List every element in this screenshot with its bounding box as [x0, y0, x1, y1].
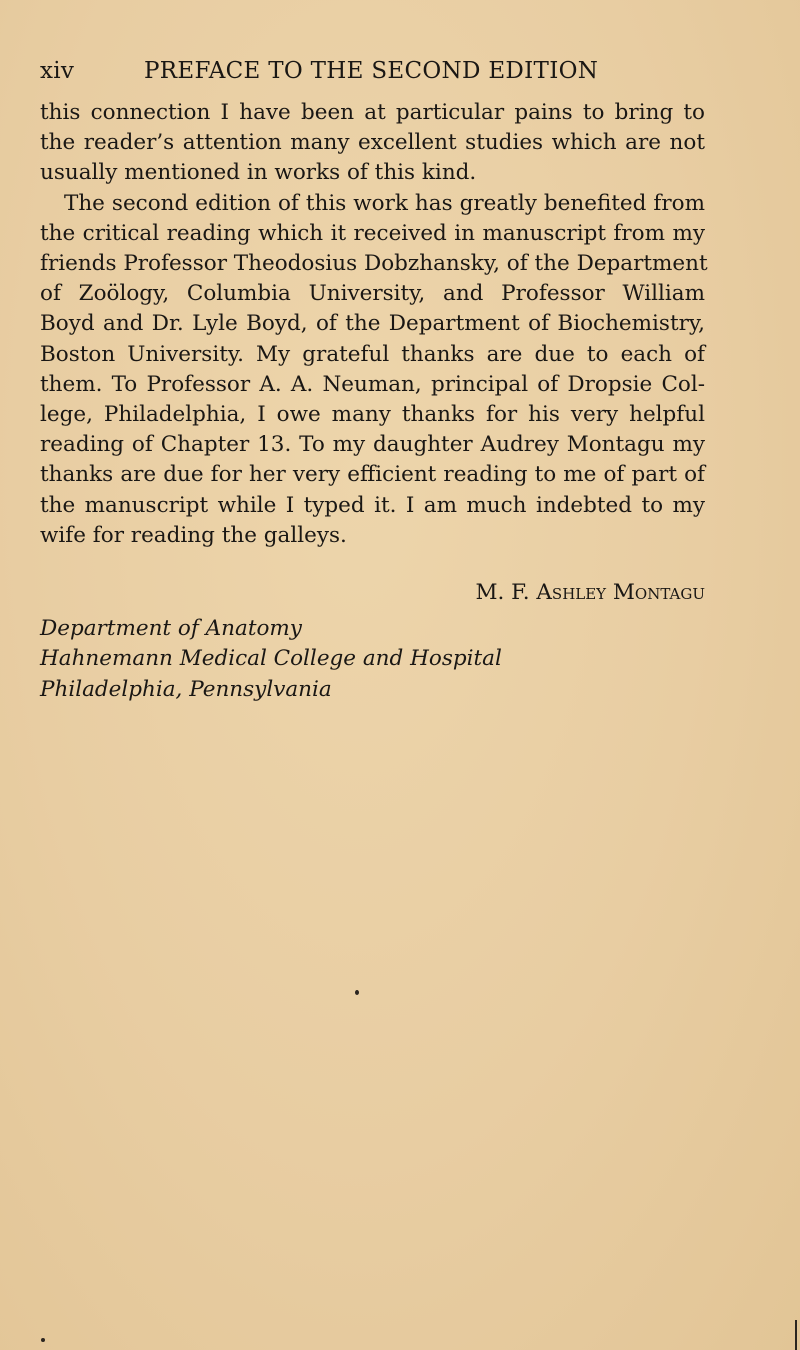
- running-title: PREFACE TO THE SECOND EDITION: [144, 58, 599, 84]
- address-line: Hahnemann Medical College and Hospital: [40, 646, 502, 672]
- running-head: [40, 56, 760, 86]
- text-line: of Zoölogy, Columbia University, and Professor William: [40, 281, 705, 307]
- author-initials: M. F.: [475, 580, 530, 605]
- author-name: Ashley Montagu: [536, 580, 705, 605]
- address-line: Department of Anatomy: [40, 616, 302, 642]
- text-line: Boston University. My grateful thanks are due to each of: [40, 341, 705, 367]
- body-text: [40, 98, 708, 551]
- text-line: lege, Philadelphia, I owe many thanks for his very helpful: [40, 402, 705, 428]
- text-line: reading of Chapter 13. To my daughter Audrey Montagu my: [40, 432, 705, 458]
- text-line: this connection I have been at particular pains to bring to: [40, 100, 705, 125]
- text-line: the critical reading which it received in manuscript from my: [40, 220, 705, 246]
- text-line: the manuscript while I typed it. I am much indebted to my: [40, 492, 705, 518]
- paragraph-1: [40, 98, 705, 189]
- text-line: The second edition of this work has greatly benefited from: [64, 190, 705, 216]
- address-line: Philadelphia, Pennsylvania: [40, 676, 332, 702]
- page-number: xiv: [40, 58, 75, 84]
- text-line: usually mentioned in works of this kind.: [40, 160, 477, 186]
- text-line: friends Professor Theodosius Dobzhansky, of the Department: [40, 251, 708, 277]
- text-line: wife for reading the galleys.: [40, 522, 347, 548]
- paragraph-2: [40, 189, 708, 551]
- text-line: the reader’s attention many excellent studies which are not: [40, 130, 705, 156]
- signature-block: [40, 578, 705, 705]
- ink-speck: [355, 990, 359, 995]
- text-line: Boyd and Dr. Lyle Boyd, of the Department of Biochemistry,: [40, 311, 705, 337]
- page-edge-mark: [795, 1320, 797, 1350]
- author-signature: [40, 578, 705, 608]
- text-line: them. To Professor A. A. Neuman, principal of Dropsie Col-: [40, 371, 705, 397]
- ink-speck: [41, 1338, 45, 1342]
- text-line: thanks are due for her very efficient reading to me of part of: [40, 462, 705, 488]
